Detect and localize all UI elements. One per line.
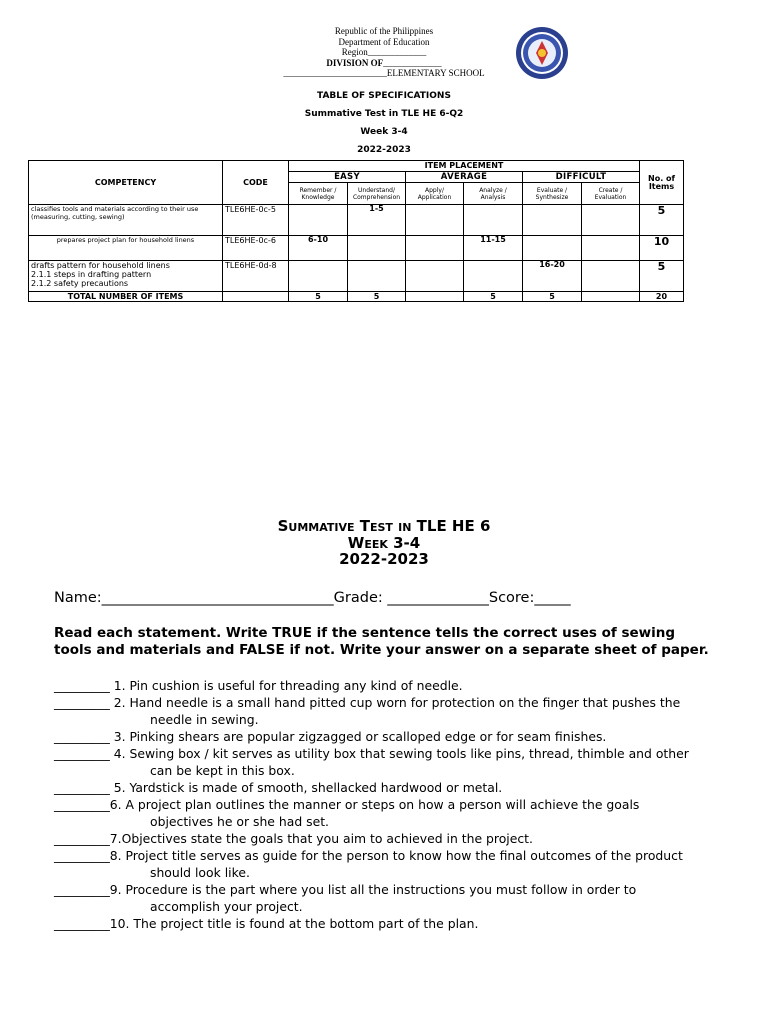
item-7-text: _________7.Objectives state the goals that you aim to achieved in the project. bbox=[54, 831, 533, 846]
total-analyze: 5 bbox=[464, 292, 523, 302]
col-difficult: DIFFICULT bbox=[523, 172, 640, 183]
row3-code: TLE6HE-0d-8 bbox=[223, 261, 289, 292]
item-8-text: _________8. Project title serves as guide for the person to know how the final outcomes of the product bbox=[54, 848, 683, 863]
tos-titles bbox=[0, 90, 768, 162]
row2-create bbox=[582, 236, 640, 261]
total-label: TOTAL NUMBER OF ITEMS bbox=[29, 292, 223, 302]
row1-analyze bbox=[464, 205, 523, 236]
row1-create bbox=[582, 205, 640, 236]
row2-understand bbox=[348, 236, 406, 261]
row3-competency-line1: drafts pattern for household linens bbox=[31, 261, 170, 270]
letterhead bbox=[0, 26, 768, 79]
division-label: DIVISION OF bbox=[326, 57, 384, 68]
table-row bbox=[29, 236, 684, 261]
list-item bbox=[54, 694, 719, 728]
item-10-text: _________10. The project title is found at the bottom part of the plan. bbox=[54, 916, 479, 931]
deped-seal-icon bbox=[515, 26, 569, 80]
item-6-continuation: objectives he or she had set. bbox=[150, 814, 329, 829]
total-create bbox=[582, 292, 640, 302]
region-line bbox=[0, 47, 768, 58]
region-blank: _____________ bbox=[367, 47, 427, 57]
col-understand: Understand/ Comprehension bbox=[348, 183, 406, 205]
specifications-table bbox=[28, 160, 684, 302]
item-6-text: _________6. A project plan outlines the manner or steps on how a person will achieve the goals bbox=[54, 797, 640, 812]
tos-title: TABLE OF SPECIFICATIONS bbox=[317, 91, 451, 101]
department-line: Department of Education bbox=[338, 36, 430, 47]
total-items: 20 bbox=[640, 292, 684, 302]
division-line bbox=[0, 58, 768, 69]
tos-year: 2022-2023 bbox=[357, 145, 411, 155]
table-row bbox=[29, 205, 684, 236]
division-blank: _____________ bbox=[383, 57, 442, 68]
row3-remember bbox=[289, 261, 348, 292]
total-understand: 5 bbox=[348, 292, 406, 302]
total-remember: 5 bbox=[289, 292, 348, 302]
list-item bbox=[54, 847, 719, 881]
row3-competency bbox=[29, 261, 223, 292]
test-week: Week 3-4 bbox=[347, 534, 421, 552]
school-blank: _______________________ bbox=[283, 68, 387, 78]
row2-code: TLE6HE-0c-6 bbox=[223, 236, 289, 261]
row3-understand bbox=[348, 261, 406, 292]
row2-items: 10 bbox=[640, 236, 684, 261]
row2-competency: prepares project plan for household linens bbox=[29, 236, 223, 261]
list-item bbox=[54, 745, 719, 779]
row3-create bbox=[582, 261, 640, 292]
total-code bbox=[223, 292, 289, 302]
row1-evaluate bbox=[523, 205, 582, 236]
row1-competency: classifies tools and materials according to their use (measuring, cutting, sewing) bbox=[29, 205, 223, 236]
list-item bbox=[54, 796, 719, 830]
total-row bbox=[29, 292, 684, 302]
row3-competency-line2: 2.1.1 steps in drafting pattern bbox=[31, 270, 152, 279]
item-9-continuation: accomplish your project. bbox=[150, 899, 303, 914]
col-apply: Apply/ Application bbox=[406, 183, 464, 205]
row3-evaluate: 16-20 bbox=[523, 261, 582, 292]
col-easy: EASY bbox=[289, 172, 406, 183]
republic-line: Republic of the Philippines bbox=[334, 26, 434, 36]
tos-subtitle: Summative Test in TLE HE 6-Q2 bbox=[304, 109, 464, 119]
total-evaluate: 5 bbox=[523, 292, 582, 302]
list-item bbox=[54, 779, 719, 796]
col-evaluate: Evaluate / Synthesize bbox=[523, 183, 582, 205]
test-items bbox=[54, 677, 719, 932]
school-line bbox=[0, 68, 768, 79]
list-item bbox=[54, 881, 719, 915]
row2-apply bbox=[406, 236, 464, 261]
row1-remember bbox=[289, 205, 348, 236]
tos-week: Week 3-4 bbox=[360, 127, 408, 137]
item-3-text: _________ 3. Pinking shears are popular zigzagged or scalloped edge or for seam finishes. bbox=[54, 729, 607, 744]
total-apply bbox=[406, 292, 464, 302]
col-item-placement: ITEM PLACEMENT bbox=[289, 161, 640, 172]
row3-items: 5 bbox=[640, 261, 684, 292]
item-5-text: _________ 5. Yardstick is made of smooth, shellacked hardwood or metal. bbox=[54, 780, 503, 795]
col-remember: Remember / Knowledge bbox=[289, 183, 348, 205]
col-code: CODE bbox=[223, 161, 289, 205]
school-label: ELEMENTARY SCHOOL bbox=[386, 68, 485, 78]
col-analyze: Analyze / Analysis bbox=[464, 183, 523, 205]
test-titles bbox=[0, 518, 768, 568]
row1-code: TLE6HE-0c-5 bbox=[223, 205, 289, 236]
item-2-text: _________ 2. Hand needle is a small hand pitted cup worn for protection on the finger that pushes the bbox=[54, 695, 681, 710]
col-create: Create / Evaluation bbox=[582, 183, 640, 205]
row3-competency-line3: 2.1.2 safety precautions bbox=[31, 279, 129, 288]
list-item bbox=[54, 728, 719, 745]
list-item bbox=[54, 915, 719, 932]
test-title: Summative Test in TLE HE 6 bbox=[277, 517, 491, 535]
col-average: AVERAGE bbox=[406, 172, 523, 183]
col-no-items: No. of Items bbox=[640, 161, 684, 205]
item-4-continuation: can be kept in this box. bbox=[150, 763, 295, 778]
item-8-continuation: should look like. bbox=[150, 865, 250, 880]
row2-remember: 6-10 bbox=[289, 236, 348, 261]
test-instructions: Read each statement. Write TRUE if the sentence tells the correct uses of sewing tools and materials and FALSE if not. Write your answer on a separate sheet of paper. bbox=[54, 625, 709, 658]
row3-apply bbox=[406, 261, 464, 292]
row2-analyze: 11-15 bbox=[464, 236, 523, 261]
item-9-text: _________9. Procedure is the part where you list all the instructions you must follow in order to bbox=[54, 882, 637, 897]
row1-items: 5 bbox=[640, 205, 684, 236]
region-label: Region bbox=[341, 47, 368, 57]
row2-evaluate bbox=[523, 236, 582, 261]
row1-apply bbox=[406, 205, 464, 236]
col-competency: COMPETENCY bbox=[29, 161, 223, 205]
list-item bbox=[54, 677, 719, 694]
item-4-text: _________ 4. Sewing box / kit serves as utility box that sewing tools like pins, thread, thimble and other bbox=[54, 746, 689, 761]
row3-analyze bbox=[464, 261, 523, 292]
item-2-continuation: needle in sewing. bbox=[150, 712, 259, 727]
item-1-text: _________ 1. Pin cushion is useful for threading any kind of needle. bbox=[54, 678, 463, 693]
list-item bbox=[54, 830, 719, 847]
test-year: 2022-2023 bbox=[339, 550, 429, 568]
name-grade-score-line[interactable]: Name:________________________________Grade: ______________Score:_____ bbox=[54, 590, 571, 606]
table-row bbox=[29, 261, 684, 292]
row1-understand: 1-5 bbox=[348, 205, 406, 236]
